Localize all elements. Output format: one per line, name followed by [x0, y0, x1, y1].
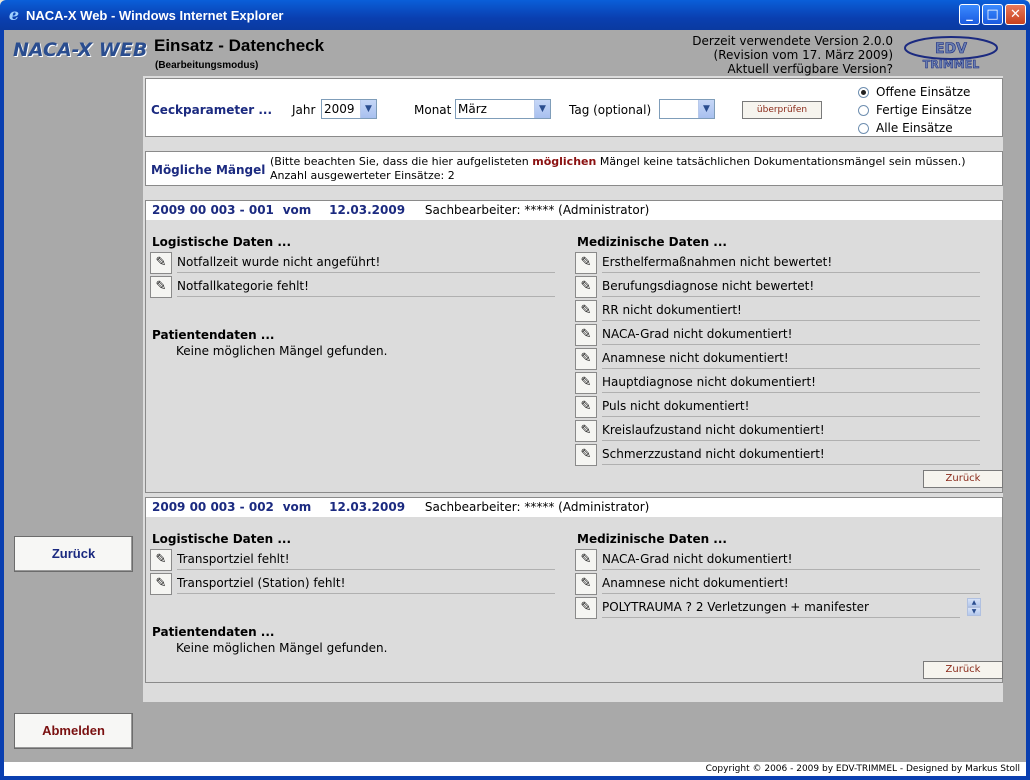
patient-no-defects: Keine möglichen Mängel gefunden. [176, 641, 388, 655]
radio-all-label: Alle Einsätze [876, 121, 953, 135]
day-select[interactable] [659, 99, 715, 119]
list-item [575, 300, 983, 322]
radio-open-cases[interactable] [858, 85, 970, 99]
list-item [575, 444, 983, 466]
case-back-button[interactable]: Zurück [923, 470, 1003, 488]
defects-note [270, 155, 966, 183]
radio-done-label: Fertige Einsätze [876, 103, 972, 117]
defect-text: Transportziel (Station) fehlt! [177, 576, 555, 594]
logistics-title: Logistische Daten ... [152, 235, 292, 249]
minimize-button[interactable]: _ [959, 4, 980, 25]
edit-pencil-icon[interactable]: ✎ [150, 276, 172, 298]
check-button[interactable]: überprüfen [742, 101, 822, 119]
case-header [146, 201, 1002, 220]
chevron-down-icon: ▼ [698, 100, 714, 118]
version-check-link[interactable]: Aktuell verfügbare Version? [727, 62, 893, 76]
case-date: 12.03.2009 [329, 500, 406, 514]
defects-disclaimer [270, 155, 966, 169]
day-label: Tag (optional) [569, 103, 652, 117]
edit-pencil-icon[interactable]: ✎ [575, 324, 597, 346]
logo-right-bottom: TRIMMEL [922, 58, 980, 70]
edit-pencil-icon[interactable]: ✎ [575, 573, 597, 595]
edit-pencil-icon[interactable]: ✎ [575, 372, 597, 394]
radio-dot-selected[interactable] [858, 87, 869, 98]
case-header [146, 498, 1002, 517]
edit-pencil-icon[interactable]: ✎ [575, 300, 597, 322]
check-parameters-panel [145, 78, 1003, 137]
defect-text: Anamnese nicht dokumentiert! [602, 576, 980, 594]
defect-text: Puls nicht dokumentiert! [602, 399, 980, 417]
list-item [575, 324, 983, 346]
month-select[interactable] [455, 99, 551, 119]
list-item [575, 396, 983, 418]
disclaimer-part1: (Bitte beachten Sie, dass die hier aufgelisteten [270, 155, 533, 168]
window-controls [959, 4, 1026, 25]
defect-text: Notfallzeit wurde nicht angeführt! [177, 255, 555, 273]
list-item [575, 597, 983, 619]
radio-all-cases[interactable] [858, 121, 953, 135]
case-vom: vom [282, 203, 312, 217]
defect-text-multiline[interactable]: POLYTRAUMA ? 2 Verletzungen + manifester [602, 600, 960, 618]
patient-title: Patientendaten ... [152, 328, 275, 342]
defect-text: NACA-Grad nicht dokumentiert! [602, 552, 980, 570]
patient-title: Patientendaten ... [152, 625, 275, 639]
edit-pencil-icon[interactable]: ✎ [150, 252, 172, 274]
case-card [145, 497, 1003, 683]
defect-text: Schmerzzustand nicht dokumentiert! [602, 447, 980, 465]
list-item [575, 276, 983, 298]
defect-text: Notfallkategorie fehlt! [177, 279, 555, 297]
naca-x-logo: NACA-X WEB [13, 39, 148, 61]
edit-pencil-icon[interactable]: ✎ [575, 420, 597, 442]
list-item [575, 549, 983, 571]
edv-trimmel-logo [901, 34, 1001, 70]
defect-text: Transportziel fehlt! [177, 552, 555, 570]
edit-pencil-icon[interactable]: ✎ [575, 444, 597, 466]
copyright-footer: Copyright © 2006 - 2009 by EDV-TRIMMEL - Designed by Markus Stoll [4, 762, 1026, 776]
window-title: NACA-X Web - Windows Internet Explorer [26, 7, 284, 23]
case-back-button[interactable]: Zurück [923, 661, 1003, 679]
textarea-scrollbar[interactable] [967, 598, 981, 616]
case-vom: vom [282, 500, 312, 514]
defects-title: Mögliche Mängel [151, 163, 266, 177]
ie-icon: e [8, 5, 20, 24]
app-header [4, 30, 1026, 76]
radio-finished-cases[interactable] [858, 103, 972, 117]
list-item [150, 573, 558, 595]
scroll-up-icon[interactable]: ▲ [967, 598, 981, 607]
defect-text: Ersthelfermaßnahmen nicht bewertet! [602, 255, 980, 273]
list-item [150, 276, 558, 298]
patient-no-defects: Keine möglichen Mängel gefunden. [176, 344, 388, 358]
version-revision: (Revision vom 17. März 2009) [713, 48, 893, 62]
edit-pencil-icon[interactable]: ✎ [150, 573, 172, 595]
disclaimer-highlight: möglichen [532, 155, 597, 168]
main-content [143, 76, 1026, 762]
list-item [575, 420, 983, 442]
chevron-down-icon: ▼ [534, 100, 550, 118]
year-select[interactable] [321, 99, 377, 119]
page-title: Einsatz - Datencheck [154, 36, 325, 55]
defect-text: Anamnese nicht dokumentiert! [602, 351, 980, 369]
edit-pencil-icon[interactable]: ✎ [150, 549, 172, 571]
case-clerk: Sachbearbeiter: ***** (Administrator) [424, 203, 650, 217]
edit-pencil-icon[interactable]: ✎ [575, 549, 597, 571]
logistics-title: Logistische Daten ... [152, 532, 292, 546]
sidebar [4, 76, 143, 762]
scroll-down-icon[interactable]: ▼ [967, 607, 981, 616]
list-item [575, 252, 983, 274]
defect-text: Hauptdiagnose nicht dokumentiert! [602, 375, 980, 393]
maximize-button[interactable]: □ [982, 4, 1003, 25]
evaluated-count: Anzahl ausgewerteter Einsätze: 2 [270, 169, 455, 182]
chevron-down-icon: ▼ [360, 100, 376, 118]
month-label: Monat [414, 103, 452, 117]
list-item [575, 348, 983, 370]
medical-title: Medizinische Daten ... [577, 235, 727, 249]
disclaimer-part2: Mängel keine tatsächlichen Dokumentationsmängel sein müssen.) [596, 155, 966, 168]
radio-dot[interactable] [858, 105, 869, 116]
edit-pencil-icon[interactable]: ✎ [575, 252, 597, 274]
page-subtitle: (Bearbeitungsmodus) [155, 60, 259, 71]
version-current: Derzeit verwendete Version 2.0.0 [692, 34, 893, 48]
medical-title: Medizinische Daten ... [577, 532, 727, 546]
list-item [575, 372, 983, 394]
year-value: 2009 [324, 102, 355, 116]
radio-open-label: Offene Einsätze [876, 85, 971, 99]
defect-text: NACA-Grad nicht dokumentiert! [602, 327, 980, 345]
case-card [145, 200, 1003, 493]
edit-pencil-icon[interactable]: ✎ [575, 348, 597, 370]
main-panel [143, 76, 1003, 702]
version-info [692, 34, 893, 76]
list-item [150, 549, 558, 571]
radio-dot[interactable] [858, 123, 869, 134]
case-id[interactable]: 2009 00 003 - 001 [152, 203, 274, 217]
edit-pencil-icon[interactable]: ✎ [575, 396, 597, 418]
logout-button[interactable]: Abmelden [14, 713, 133, 749]
year-label: Jahr [292, 103, 316, 117]
case-date: 12.03.2009 [329, 203, 406, 217]
edit-pencil-icon[interactable]: ✎ [575, 597, 597, 619]
params-title: Ceckparameter ... [151, 103, 273, 117]
case-clerk: Sachbearbeiter: ***** (Administrator) [424, 500, 650, 514]
case-id[interactable]: 2009 00 003 - 002 [152, 500, 274, 514]
list-item [150, 252, 558, 274]
defect-text: Kreislaufzustand nicht dokumentiert! [602, 423, 980, 441]
defect-text: RR nicht dokumentiert! [602, 303, 980, 321]
possible-defects-panel [145, 151, 1003, 186]
sidebar-back-button[interactable]: Zurück [14, 536, 133, 572]
list-item [575, 573, 983, 595]
close-button[interactable]: ✕ [1005, 4, 1026, 25]
defect-text: Berufungsdiagnose nicht bewertet! [602, 279, 980, 297]
edit-pencil-icon[interactable]: ✎ [575, 276, 597, 298]
window-titlebar [0, 0, 1030, 30]
month-value: März [458, 102, 487, 116]
logo-right-top: EDV [934, 41, 968, 57]
